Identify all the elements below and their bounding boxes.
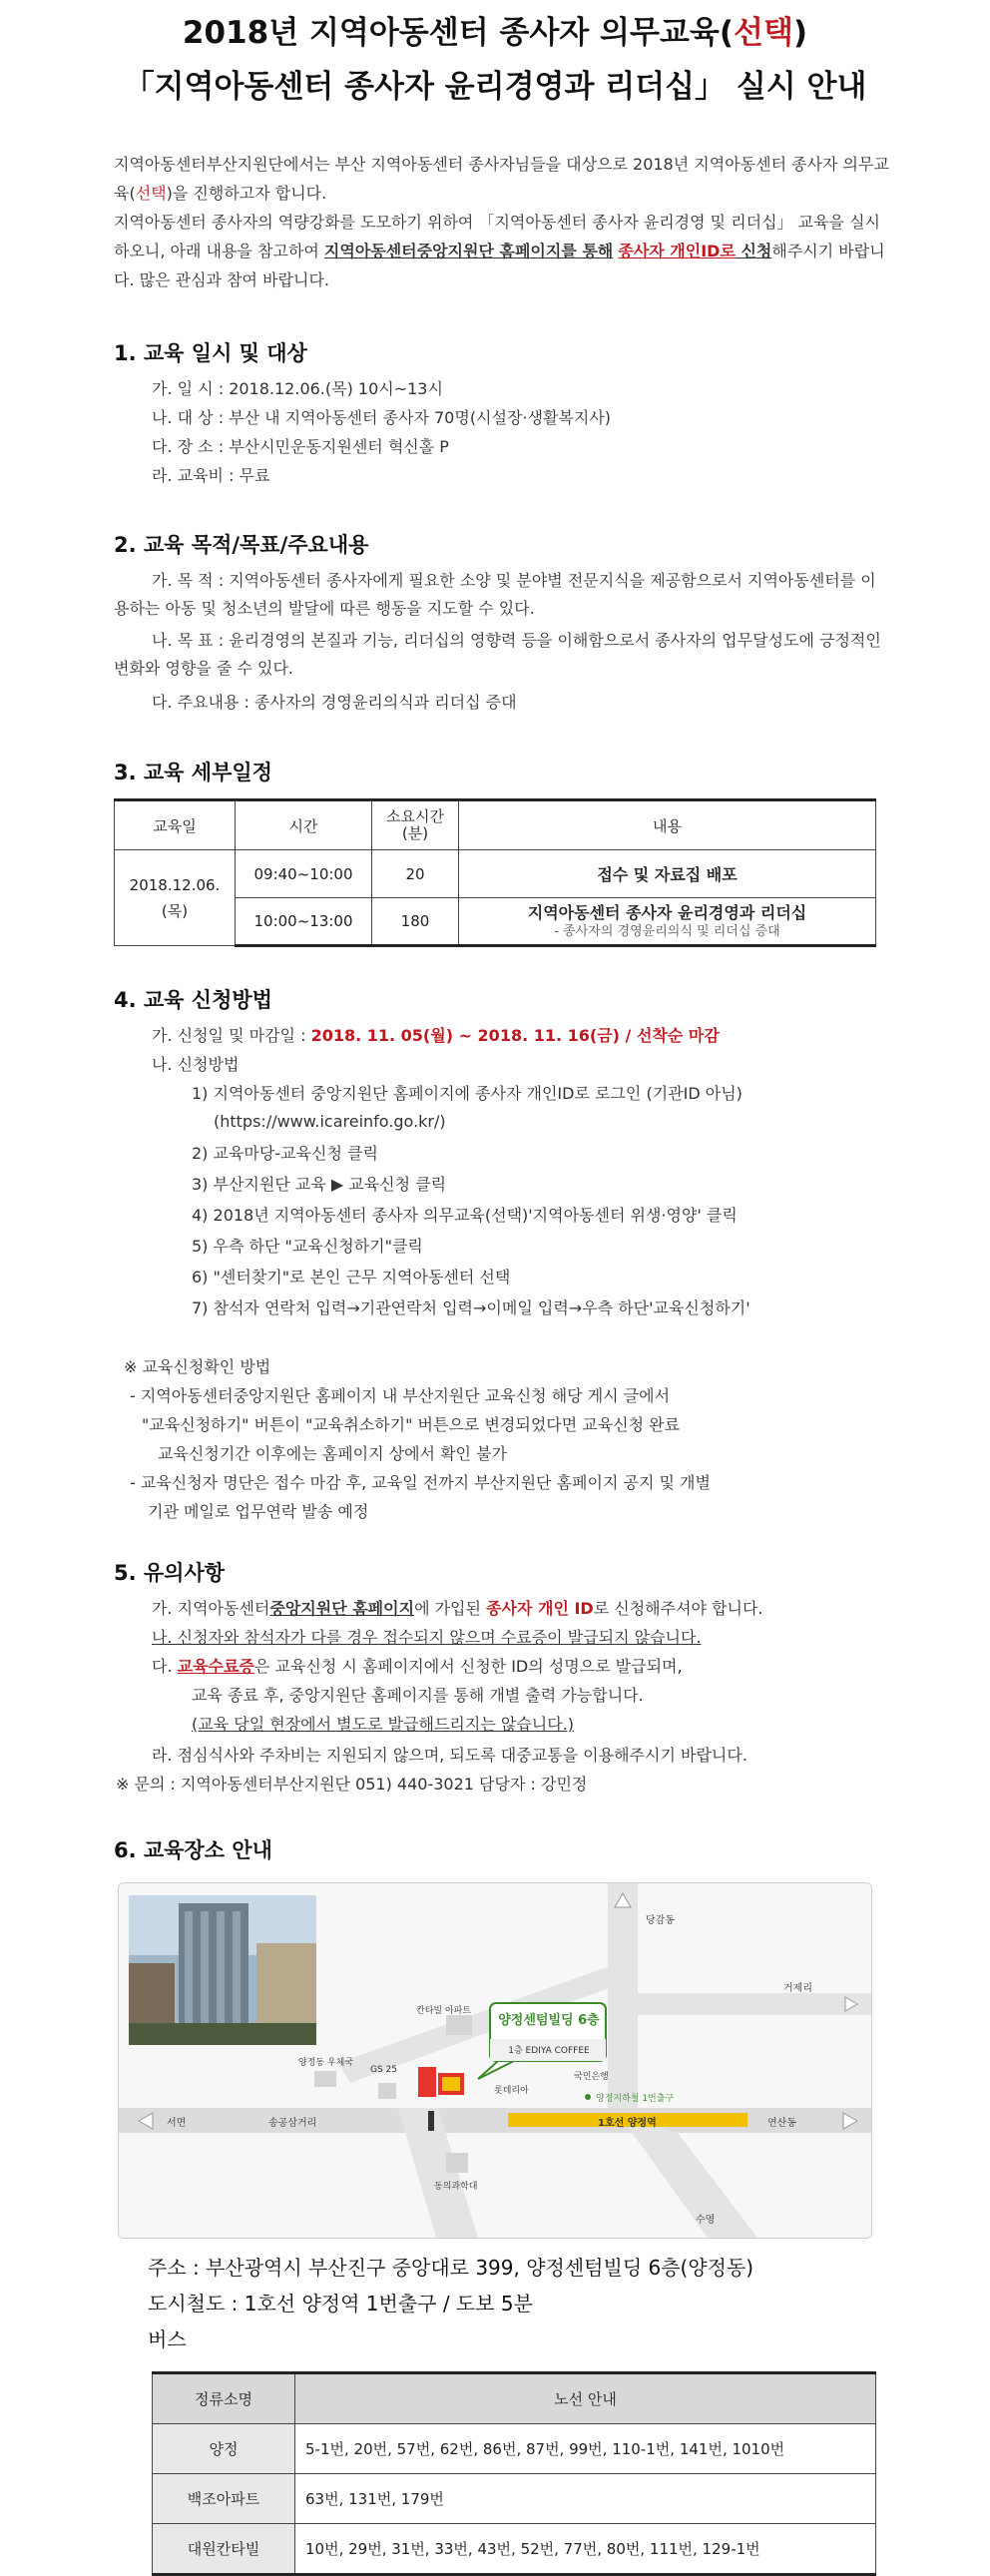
application-step-5: 5) 우측 하단 "교육신청하기"클릭: [192, 1237, 423, 1256]
page-title-line2: 「지역아동센터 종사자 윤리경영과 리더십」 실시 안내: [123, 69, 867, 105]
bus-stop-name: 대원칸타빌: [153, 2524, 295, 2575]
bus-routes: 63번, 131번, 179번: [295, 2474, 876, 2524]
table-row: [153, 2524, 876, 2575]
bus-table: [152, 2371, 876, 2576]
schedule-content-sub: - 종사자의 경영윤리의식 및 리더십 증대: [554, 923, 780, 939]
map-label-college: 동의과학대: [434, 2182, 478, 2192]
map-subway-line: 1호선 양정역: [598, 2118, 657, 2129]
application-step-url: (https://www.icareinfo.go.kr/): [214, 1112, 446, 1131]
confirm-title: ※ 교육신청확인 방법: [124, 1357, 271, 1376]
section-1-title: 1. 교육 일시 및 대상: [114, 341, 307, 365]
schedule-content: 지역아동센터 종사자 윤리경영과 리더십 - 종사자의 경영윤리의식 및 리더십 증대: [459, 898, 876, 946]
schedule-header-date: 교육일: [115, 800, 236, 850]
map-label-lotteria: 롯데리아: [494, 2086, 529, 2096]
schedule-date-cell: 2018.12.06. (목): [115, 850, 236, 946]
section-1-item-fee: 라. 교육비 : 무료: [152, 466, 270, 485]
map-building-sub: 1층 EDIYA COFFEE: [508, 2046, 590, 2056]
confirm-line-2: "교육신청하기" 버튼이 "교육취소하기" 버튼으로 변경되었다면 교육신청 완료: [142, 1415, 681, 1434]
application-method-label: 나. 신청방법: [152, 1055, 240, 1074]
notice-item-da: 다. 교육수료증은 교육신청 시 홈페이지에서 신청한 ID의 성명으로 발급되며,: [152, 1657, 683, 1676]
intro-paragraph-2: 지역아동센터 종사자의 역량강화를 도모하기 위하여 「지역아동센터 종사자 윤리경영 및 리더십」 교육을 실시하오니, 아래 내용을 참고하여 지역아동센터중앙지원단 홈페이지를 통해 종사자 개인ID로 신청해주시기 바랍니다. 많은 관심과 참여 바랍니다.: [114, 213, 885, 289]
section-3-title: 3. 교육 세부일정: [114, 761, 272, 784]
map-building-title: 양정센텀빌딩 6층: [498, 2013, 600, 2028]
application-period-value: 2018. 11. 05(월) ~ 2018. 11. 16(금) / 선착순 마감: [310, 1026, 720, 1045]
confirm-line-5: 기관 메일로 업무연락 발송 예정: [148, 1502, 369, 1521]
notice-item-ra: 라. 점심식사와 주차비는 지원되지 않으며, 되도록 대중교통을 이용해주시기 바랍니다.: [152, 1746, 747, 1765]
title-highlight: 선택: [734, 15, 793, 51]
map-label-kantavil: 칸타빌 아파트: [416, 2006, 472, 2016]
map-label-north: 당감동: [646, 1915, 675, 1926]
page-title-line1: 2018년 지역아동센터 종사자 의무교육(선택): [182, 15, 808, 51]
map-subway-exit: 양정지하철 1번출구: [596, 2094, 675, 2104]
bus-stop-name: 백조아파트: [153, 2474, 295, 2524]
map-label-post-office: 양정동 우체국: [298, 2058, 354, 2068]
section-2-purpose: 가. 목 적 : 지역아동센터 종사자에게 필요한 소양 및 분야별 전문지식을 제공함으로서 지역아동센터를 이용하는 아동 및 청소년의 발달에 따른 행동을 지도할 수 있다.: [114, 571, 876, 618]
schedule-minutes: 180: [372, 898, 459, 946]
schedule-minutes: 20: [372, 850, 459, 898]
section-1-item-target: 나. 대 상 : 부산 내 지역아동센터 종사자 70명(시설장·생활복지사): [152, 408, 612, 427]
schedule-time: 10:00~13:00: [236, 898, 372, 946]
application-step-2: 2) 교육마당-교육신청 클릭: [192, 1144, 378, 1163]
schedule-header-content: 내용: [459, 800, 876, 850]
section-1-item-place: 다. 장 소 : 부산시민운동지원센터 혁신홀 P: [152, 437, 449, 456]
schedule-table: [114, 798, 876, 947]
venue-subway: 도시철도 : 1호선 양정역 1번출구 / 도보 5분: [148, 2292, 533, 2316]
application-step-4: 4) 2018년 지역아동센터 종사자 의무교육(선택)'지역아동센터 위생·영양' 클릭: [192, 1206, 738, 1225]
section-1-item-date: 가. 일 시 : 2018.12.06.(목) 10시~13시: [152, 379, 443, 398]
table-row: [153, 2474, 876, 2524]
bus-routes: 5-1번, 20번, 57번, 62번, 86번, 87번, 99번, 110-1번, 141번, 1010번: [295, 2424, 876, 2474]
confirm-line-3: 교육신청기간 이후에는 홈페이지 상에서 확인 불가: [158, 1444, 508, 1463]
application-period: 가. 신청일 및 마감일 : 2018. 11. 05(월) ~ 2018. 11. 16(금) / 선착순 마감: [152, 1026, 720, 1045]
map-label-west: 서면: [167, 2118, 187, 2129]
confirm-line-1: - 지역아동센터중앙지원단 홈페이지 내 부산지원단 교육신청 해당 게시 글에서: [130, 1386, 671, 1405]
application-step-7: 7) 참석자 연락처 입력→기관연락처 입력→이메일 입력→우측 하단'교육신청하기': [192, 1298, 750, 1317]
section-5-title: 5. 유의사항: [114, 1561, 226, 1585]
intro-text: [114, 150, 890, 294]
map-label-south: 수영: [696, 2215, 716, 2226]
confirm-line-4: - 교육신청자 명단은 접수 마감 후, 교육일 전까지 부산지원단 홈페이지 공지 및 개별: [130, 1473, 711, 1492]
section-6-title: 6. 교육장소 안내: [114, 1838, 272, 1862]
table-row: [115, 850, 876, 898]
section-2-content: 다. 주요내용 : 종사자의 경영윤리의식과 리더십 증대: [152, 693, 517, 712]
personal-id-emphasis: 종사자 개인ID로: [618, 242, 736, 260]
application-step-1: 1) 지역아동센터 중앙지원단 홈페이지에 종사자 개인ID로 로그인 (기관ID 아님): [192, 1084, 742, 1103]
map-graphic: [119, 1883, 871, 2238]
table-row: [153, 2424, 876, 2474]
notice-item-da-line3: (교육 당일 현장에서 별도로 발급해드리지는 않습니다.): [192, 1715, 575, 1734]
building-photo: [129, 1895, 316, 2045]
notice-item-da-line2: 교육 종료 후, 중앙지원단 홈페이지를 통해 개별 출력 가능합니다.: [192, 1686, 644, 1705]
homepage-emphasis: 지역아동센터중앙지원단 홈페이지를 통해: [323, 242, 614, 260]
map-label-bank: 국민은행: [574, 2072, 609, 2082]
schedule-time: 09:40~10:00: [236, 850, 372, 898]
venue-address: 주소 : 부산광역시 부산진구 중앙대로 399, 양정센텀빌딩 6층(양정동): [148, 2256, 754, 2280]
section-2-title: 2. 교육 목적/목표/주요내용: [114, 533, 369, 557]
map-label-gs25: GS 25: [370, 2065, 397, 2075]
bus-stop-name: 양정: [153, 2424, 295, 2474]
notice-item-ga: 가. 지역아동센터중앙지원단 홈페이지에 가입된 종사자 개인 ID로 신청해주셔야 합니다.: [152, 1599, 763, 1618]
bus-header-routes: 노선 안내: [295, 2373, 876, 2424]
section-2-goal: 나. 목 표 : 윤리경영의 본질과 기능, 리더십의 영향력 등을 이해함으로서 종사자의 업무달성도에 긍정적인 변화와 영향을 줄 수 있다.: [114, 631, 881, 678]
map-label-east: 연산동: [767, 2118, 796, 2129]
application-step-3: 3) 부산지원단 교육 ▶ 교육신청 클릭: [192, 1175, 447, 1194]
map-label-east-top: 거제리: [783, 1983, 812, 1994]
map-label-junction: 송공삼거리: [268, 2118, 317, 2129]
schedule-header-time: 시간: [236, 800, 372, 850]
bus-routes: 10번, 29번, 31번, 33번, 43번, 52번, 77번, 80번, 111번, 129-1번: [295, 2524, 876, 2575]
schedule-header-minutes: 소요시간(분): [372, 800, 459, 850]
notice-item-na: 나. 신청자와 참석자가 다를 경우 접수되지 않으며 수료증이 발급되지 않습니다.: [152, 1628, 702, 1647]
schedule-content: 접수 및 자료집 배포: [459, 850, 876, 898]
bus-header-stop: 정류소명: [153, 2373, 295, 2424]
section-4-title: 4. 교육 신청방법: [114, 988, 272, 1012]
intro-paragraph-1: 지역아동센터부산지원단에서는 부산 지역아동센터 종사자님들을 대상으로 2018년 지역아동센터 종사자 의무교육(선택)을 진행하고자 합니다.: [114, 155, 889, 203]
application-step-6: 6) "센터찾기"로 본인 근무 지역아동센터 선택: [192, 1268, 511, 1287]
bus-title: 버스: [148, 2327, 187, 2351]
location-map: [118, 1882, 872, 2239]
contact-info: ※ 문의 : 지역아동센터부산지원단 051) 440-3021 담당자 : 강민정: [116, 1775, 588, 1794]
